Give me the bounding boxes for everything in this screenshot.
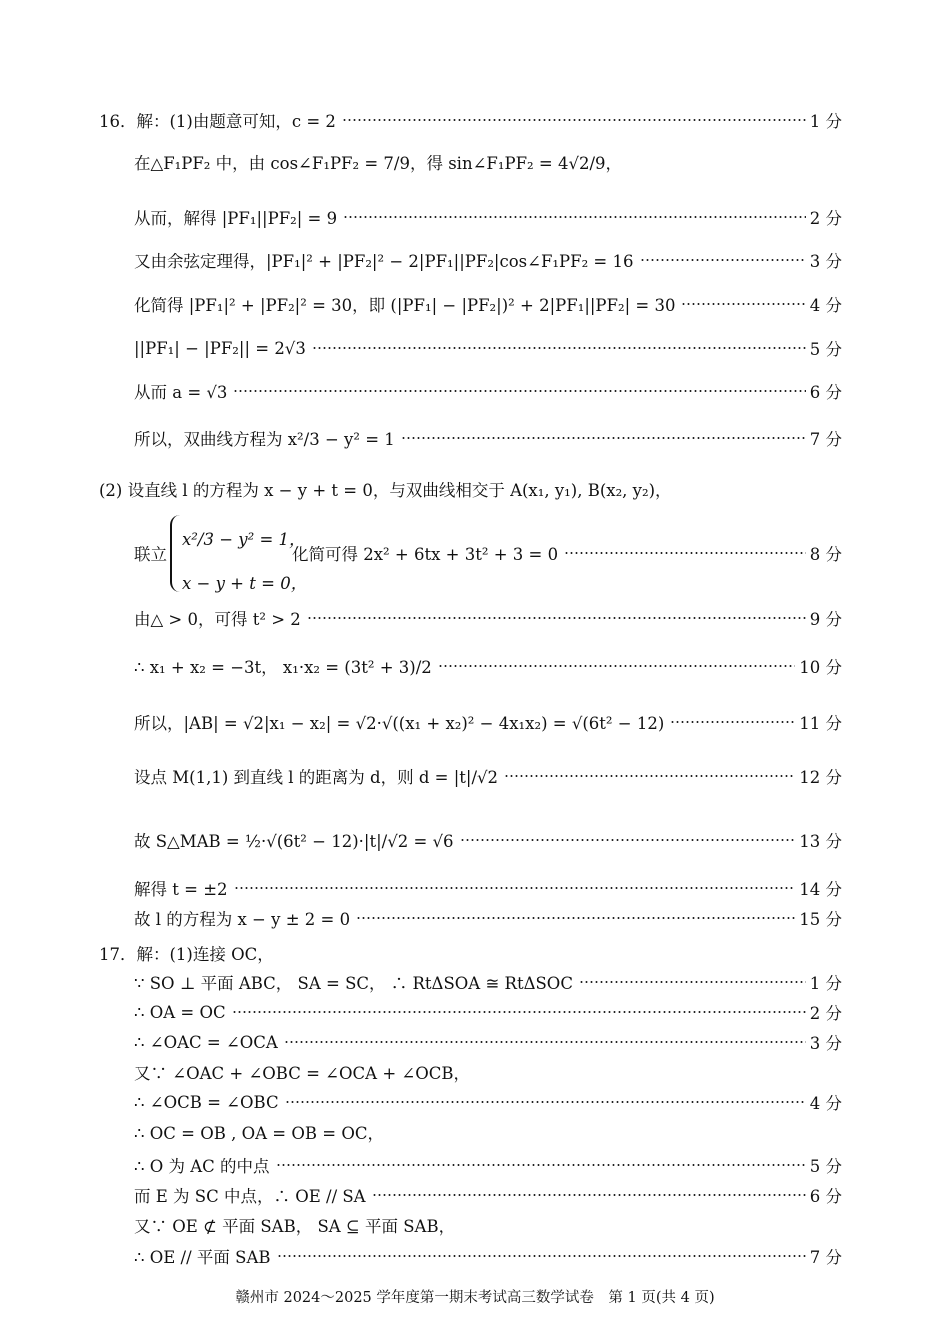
solution-text: 16．解：(1)由题意可知，c = 2 bbox=[99, 112, 336, 131]
solution-line bbox=[0, 379, 950, 403]
leader-dots bbox=[276, 1164, 806, 1166]
system-result-line bbox=[0, 541, 950, 565]
solution-text: 化简得 |PF₁|² + |PF₂|² = 30，即 (|PF₁| − |PF₂|)² + 2|PF₁||PF₂| = 30 bbox=[134, 296, 676, 315]
solution-text: 而 E 为 SC 中点，∴ OE // SA bbox=[134, 1187, 366, 1206]
score-label: 13 分 bbox=[799, 832, 842, 851]
leader-dots bbox=[343, 216, 806, 218]
solution-line bbox=[0, 906, 950, 930]
score-label: 12 分 bbox=[799, 768, 842, 787]
solution-line bbox=[0, 150, 950, 174]
leader-dots bbox=[579, 981, 806, 983]
score-label: 7 分 bbox=[809, 430, 842, 449]
solution-line bbox=[0, 477, 950, 501]
solution-text: ∴ ∠OAC = ∠OCA bbox=[134, 1032, 278, 1052]
leader-dots bbox=[277, 1255, 806, 1257]
solution-text: 从而 a = √3 bbox=[134, 383, 228, 402]
leader-dots bbox=[681, 303, 805, 305]
solution-text: 所以，双曲线方程为 x²/3 − y² = 1 bbox=[134, 430, 395, 449]
score-label: 15 分 bbox=[799, 910, 842, 929]
page-footer: 赣州市 2024～2025 学年度第一期末考试高三数学试卷 第 1 页(共 4 页) bbox=[235, 1290, 715, 1306]
score-label: 14 分 bbox=[799, 880, 842, 899]
solution-text: 又∵ ∠OAC + ∠OBC = ∠OCA + ∠OCB， bbox=[134, 1064, 470, 1083]
leader-dots bbox=[564, 552, 806, 554]
solution-line bbox=[0, 876, 950, 900]
score-label: 7 分 bbox=[809, 1248, 842, 1267]
solution-text: ∴ OE // 平面 SAB bbox=[134, 1248, 271, 1267]
solution-line bbox=[0, 1000, 950, 1024]
system-result-text: 化简可得 2x² + 6tx + 3t² + 3 = 0 bbox=[292, 545, 559, 564]
solution-text: 从而，解得 |PF₁||PF₂| = 9 bbox=[134, 209, 338, 228]
solution-text: 故 S△MAB = ½·√(6t² − 12)·|t|/√2 = √6 bbox=[134, 832, 454, 851]
solution-text: 解得 t = ±2 bbox=[134, 880, 228, 899]
leader-dots bbox=[285, 1101, 806, 1103]
solution-text: ∴ ∠OCB = ∠OBC bbox=[134, 1092, 279, 1112]
score-label: 6 分 bbox=[809, 1187, 842, 1206]
score-label: 11 分 bbox=[799, 714, 842, 733]
score-label: 3 分 bbox=[809, 252, 842, 271]
solution-line bbox=[0, 1090, 950, 1114]
solution-text: 所以，|AB| = √2|x₁ − x₂| = √2·√((x₁ + x₂)² − 4x₁x₂) = √(6t² − 12) bbox=[134, 714, 665, 733]
solution-text: 又由余弦定理得，|PF₁|² + |PF₂|² − 2|PF₁||PF₂|cos∠F₁PF₂ = 16 bbox=[134, 252, 634, 271]
solution-text: ∴ OC = OB , OA = OB = OC， bbox=[134, 1124, 384, 1143]
solution-text: ∵ SO ⊥ 平面 ABC， SA = SC， ∴ RtΔSOA ≅ RtΔSOC bbox=[134, 974, 573, 993]
solution-line bbox=[0, 970, 950, 994]
leader-dots bbox=[401, 437, 806, 439]
score-label: 4 分 bbox=[809, 1094, 842, 1113]
leader-dots bbox=[307, 617, 806, 619]
solution-text: ∴ O 为 AC 的中点 bbox=[134, 1157, 270, 1176]
solution-text: 故 l 的方程为 x − y ± 2 = 0 bbox=[134, 910, 351, 929]
solution-line bbox=[0, 1213, 950, 1237]
leader-dots bbox=[438, 665, 795, 667]
solution-text: ∴ OA = OC bbox=[134, 1002, 226, 1022]
system-eq1: x²/3 − y² = 1， bbox=[182, 530, 306, 549]
solution-line bbox=[0, 1120, 950, 1144]
solution-line bbox=[0, 1153, 950, 1177]
score-label: 1 分 bbox=[809, 974, 842, 993]
score-label: 4 分 bbox=[809, 296, 842, 315]
solution-line bbox=[0, 1030, 950, 1054]
solution-line bbox=[0, 654, 950, 678]
score-label: 3 分 bbox=[809, 1034, 842, 1053]
leader-dots bbox=[670, 721, 795, 723]
solution-text: 联立 bbox=[134, 545, 167, 564]
leader-dots bbox=[284, 1041, 806, 1043]
solution-text: ||PF₁| − |PF₂|| = 2√3 bbox=[134, 338, 306, 358]
solution-text: 在△F₁PF₂ 中，由 cos∠F₁PF₂ = 7/9，得 sin∠F₁PF₂ = 4√2/9， bbox=[134, 154, 623, 173]
solution-text: (2) 设直线 l 的方程为 x − y + t = 0，与双曲线相交于 A(x₁, y₁), B(x₂, y₂)， bbox=[99, 481, 672, 500]
solution-line bbox=[0, 764, 950, 788]
score-label: 2 分 bbox=[809, 209, 842, 228]
leader-dots bbox=[234, 887, 796, 889]
leader-dots bbox=[312, 347, 806, 349]
leader-dots bbox=[233, 390, 805, 392]
solution-line bbox=[0, 710, 950, 734]
score-label: 5 分 bbox=[809, 1157, 842, 1176]
score-label: 5 分 bbox=[809, 340, 842, 359]
solution-line bbox=[0, 606, 950, 630]
solution-line bbox=[0, 248, 950, 272]
solution-text: ∴ x₁ + x₂ = −3t， x₁·x₂ = (3t² + 3)/2 bbox=[134, 658, 432, 677]
solution-line bbox=[0, 336, 950, 360]
solution-line bbox=[0, 292, 950, 316]
solution-line bbox=[0, 828, 950, 852]
leader-dots bbox=[640, 259, 806, 261]
leader-dots bbox=[342, 119, 806, 121]
leader-dots bbox=[460, 839, 796, 841]
score-label: 8 分 bbox=[809, 545, 842, 564]
solution-line bbox=[0, 426, 950, 450]
solution-line bbox=[0, 1244, 950, 1268]
score-label: 6 分 bbox=[809, 383, 842, 402]
system-eq2: x − y + t = 0， bbox=[182, 574, 308, 593]
solution-text: 17．解：(1)连接 OC， bbox=[99, 945, 274, 964]
solution-line bbox=[0, 1183, 950, 1207]
solution-line bbox=[0, 205, 950, 229]
leader-dots bbox=[232, 1011, 806, 1013]
leader-dots bbox=[356, 917, 795, 919]
solution-text: 又∵ OE ⊄ 平面 SAB， SA ⊆ 平面 SAB， bbox=[134, 1217, 456, 1236]
leader-dots bbox=[504, 775, 795, 777]
solution-line bbox=[0, 941, 950, 965]
leader-dots bbox=[372, 1194, 806, 1196]
score-label: 10 分 bbox=[799, 658, 842, 677]
solution-line bbox=[0, 1060, 950, 1084]
solution-text: 设点 M(1,1) 到直线 l 的距离为 d，则 d = |t|/√2 bbox=[134, 768, 499, 787]
score-label: 9 分 bbox=[809, 610, 842, 629]
score-label: 2 分 bbox=[809, 1004, 842, 1023]
score-label: 1 分 bbox=[809, 112, 842, 131]
solution-text: 由△ > 0，可得 t² > 2 bbox=[134, 610, 301, 629]
solution-line bbox=[0, 108, 950, 132]
